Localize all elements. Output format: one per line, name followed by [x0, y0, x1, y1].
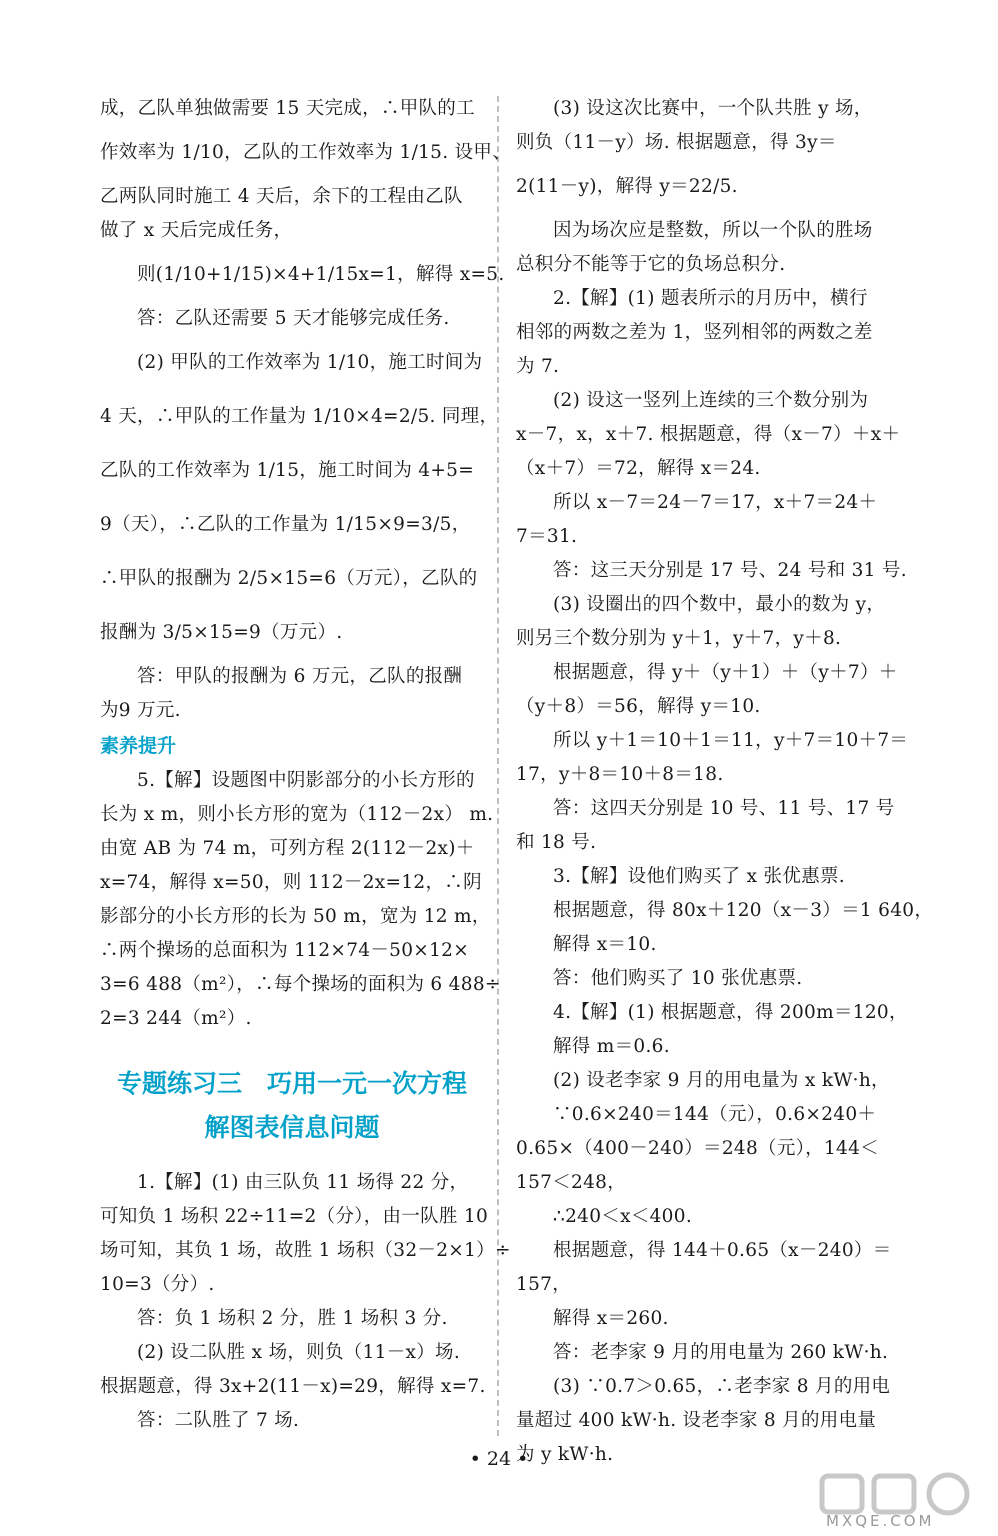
text-line: ∴240＜x＜400. [553, 1206, 693, 1227]
text-line: （y＋8）＝56，解得 y＝10. [516, 696, 761, 717]
text-line: 总积分不能等于它的负场总积分. [516, 254, 786, 275]
text-line: 10=3（分）. [100, 1274, 215, 1295]
text-line: x－7，x，x＋7. 根据题意，得（x－7）＋x＋ [516, 424, 901, 445]
text-line: x=74，解得 x=50，则 112－2x=12，∴阴 [100, 872, 482, 893]
text-line: 答：他们购买了 10 张优惠票. [553, 968, 803, 989]
text-line: 解得 x＝260. [553, 1308, 669, 1329]
text-line: 因为场次应是整数，所以一个队的胜场 [553, 220, 873, 241]
text-line: 可知负 1 场积 22÷11=2（分），由一队胜 10 [100, 1206, 489, 1227]
section-title: 解图表信息问题 [204, 1113, 380, 1142]
text-line: 5.【解】设题图中阴影部分的小长方形的 [137, 770, 475, 791]
text-line: 157， [516, 1274, 572, 1295]
left-column [100, 92, 512, 1438]
text-line: (2) 设老李家 9 月的用电量为 x kW·h， [553, 1070, 890, 1091]
text-line: 相邻的两数之差为 1，竖列相邻的两数之差 [516, 322, 873, 343]
text-line: 17，y＋8＝10＋8＝18. [516, 764, 724, 785]
text-line: 作效率为 1/10，乙队的工作效率为 1/15. 设甲、 [100, 142, 512, 163]
text-line: 影部分的小长方形的长为 50 m，宽为 12 m， [100, 906, 491, 927]
text-line: 答：乙队还需要 5 天才能够完成任务. [137, 308, 450, 329]
text-line: 量超过 400 kW·h. 设老李家 8 月的用电量 [516, 1410, 877, 1431]
text-line: 为 y kW·h. [516, 1444, 614, 1465]
text-line: 为 7. [516, 356, 560, 377]
watermark-text: MXQE.COM [826, 1512, 935, 1530]
spacer [100, 1150, 484, 1166]
text-line: 所以 x－7＝24－7＝17，x＋7＝24＋ [553, 492, 878, 513]
text-line: 答：老李家 9 月的用电量为 260 kW·h. [553, 1342, 889, 1363]
text-line: 根据题意，得 80x＋120（x－3）＝1 640， [553, 900, 934, 921]
text-line: (2) 甲队的工作效率为 1/10，施工时间为 [137, 352, 483, 373]
text-line: 2.【解】(1) 题表所示的月历中，横行 [553, 288, 868, 309]
text-line: 答：二队胜了 7 场. [137, 1410, 300, 1431]
text-line: 0.65×（400－240）＝248（元），144＜ [516, 1138, 879, 1159]
text-line: 解得 x＝10. [553, 934, 657, 955]
text-line: 场可知，其负 1 场，故胜 1 场积（32－2×1）÷ [100, 1240, 511, 1261]
text-line: ∵0.6×240＝144（元），0.6×240＋ [553, 1104, 877, 1125]
text-line: 由宽 AB 为 74 m，可列方程 2(112－2x)＋ [100, 838, 475, 859]
text-line: 1.【解】(1) 由三队负 11 场得 22 分， [137, 1172, 469, 1193]
text-line: (3) 设圈出的四个数中，最小的数为 y， [553, 594, 886, 615]
text-line: 为9 万元. [100, 700, 181, 721]
text-line: 乙两队同时施工 4 天后，余下的工程由乙队 [100, 186, 463, 207]
right-column [516, 92, 934, 1472]
page-number: • 24 • [469, 1448, 529, 1470]
text-line: 和 18 号. [516, 832, 597, 853]
text-line: (3) 设这次比赛中，一个队共胜 y 场， [553, 98, 873, 119]
text-line: ∴甲队的报酬为 2/5×15=6（万元），乙队的 [100, 568, 478, 589]
text-line: 做了 x 天后完成任务， [100, 220, 293, 241]
text-line: 长为 x m，则小长方形的宽为（112－2x） m. [100, 804, 494, 825]
text-line: 9（天），∴乙队的工作量为 1/15×9=3/5， [100, 514, 471, 535]
spacer [100, 1036, 484, 1062]
text-line: 3=6 488（m²），∴每个操场的面积为 6 488÷ [100, 974, 501, 995]
text-line: 则另三个数分别为 y＋1，y＋7，y＋8. [516, 628, 842, 649]
text-line: 2(11－y)，解得 y＝22/5. [516, 176, 738, 197]
text-line: 3.【解】设他们购买了 x 张优惠票. [553, 866, 845, 887]
text-line: 解得 m＝0.6. [553, 1036, 670, 1057]
text-line: (2) 设这一竖列上连续的三个数分别为 [553, 390, 869, 411]
text-line: 2=3 244（m²）. [100, 1008, 252, 1029]
text-line: 则(1/10+1/15)×4+1/15x=1，解得 x=5. [137, 264, 505, 285]
text-line: 157＜248， [516, 1172, 627, 1193]
text-line: 成，乙队单独做需要 15 天完成，∴甲队的工 [100, 98, 475, 119]
text-line: 报酬为 3/5×15=9（万元）. [100, 622, 343, 643]
text-line: 答：负 1 场积 2 分，胜 1 场积 3 分. [137, 1308, 448, 1329]
text-line: (2) 设二队胜 x 场，则负（11－x）场. [137, 1342, 461, 1363]
section-title: 专题练习三 巧用一元一次方程 [116, 1069, 467, 1098]
text-line: ∴两个操场的总面积为 112×74－50×12× [100, 940, 470, 961]
text-line: 答：这三天分别是 17 号、24 号和 31 号. [553, 560, 907, 581]
text-line: （x＋7）＝72，解得 x＝24. [516, 458, 761, 479]
text-line: 则负（11－y）场. 根据题意，得 3y＝ [516, 132, 837, 153]
text-line: 根据题意，得 y＋（y＋1）＋（y＋7）＋ [553, 662, 898, 683]
text-line: 答：这四天分别是 10 号、11 号、17 号 [553, 798, 895, 819]
text-line: 根据题意，得 144＋0.65（x－240）＝ [553, 1240, 892, 1261]
text-line: (3) ∵0.7＞0.65，∴老李家 8 月的用电 [553, 1376, 891, 1397]
text-line: 根据题意，得 3x+2(11－x)=29，解得 x=7. [100, 1376, 486, 1397]
text-line: 4.【解】(1) 根据题意，得 200m＝120， [553, 1002, 908, 1023]
section-label: 素养提升 [100, 735, 177, 757]
text-line: 4 天，∴甲队的工作量为 1/10×4=2/5. 同理， [100, 406, 499, 427]
text-line: 7＝31. [516, 526, 578, 547]
text-line: 所以 y＋1＝10＋1＝11，y＋7＝10＋7＝ [553, 730, 909, 751]
text-line: 乙队的工作效率为 1/15，施工时间为 4+5= [100, 460, 475, 481]
text-line: 答：甲队的报酬为 6 万元，乙队的报酬 [137, 666, 463, 687]
